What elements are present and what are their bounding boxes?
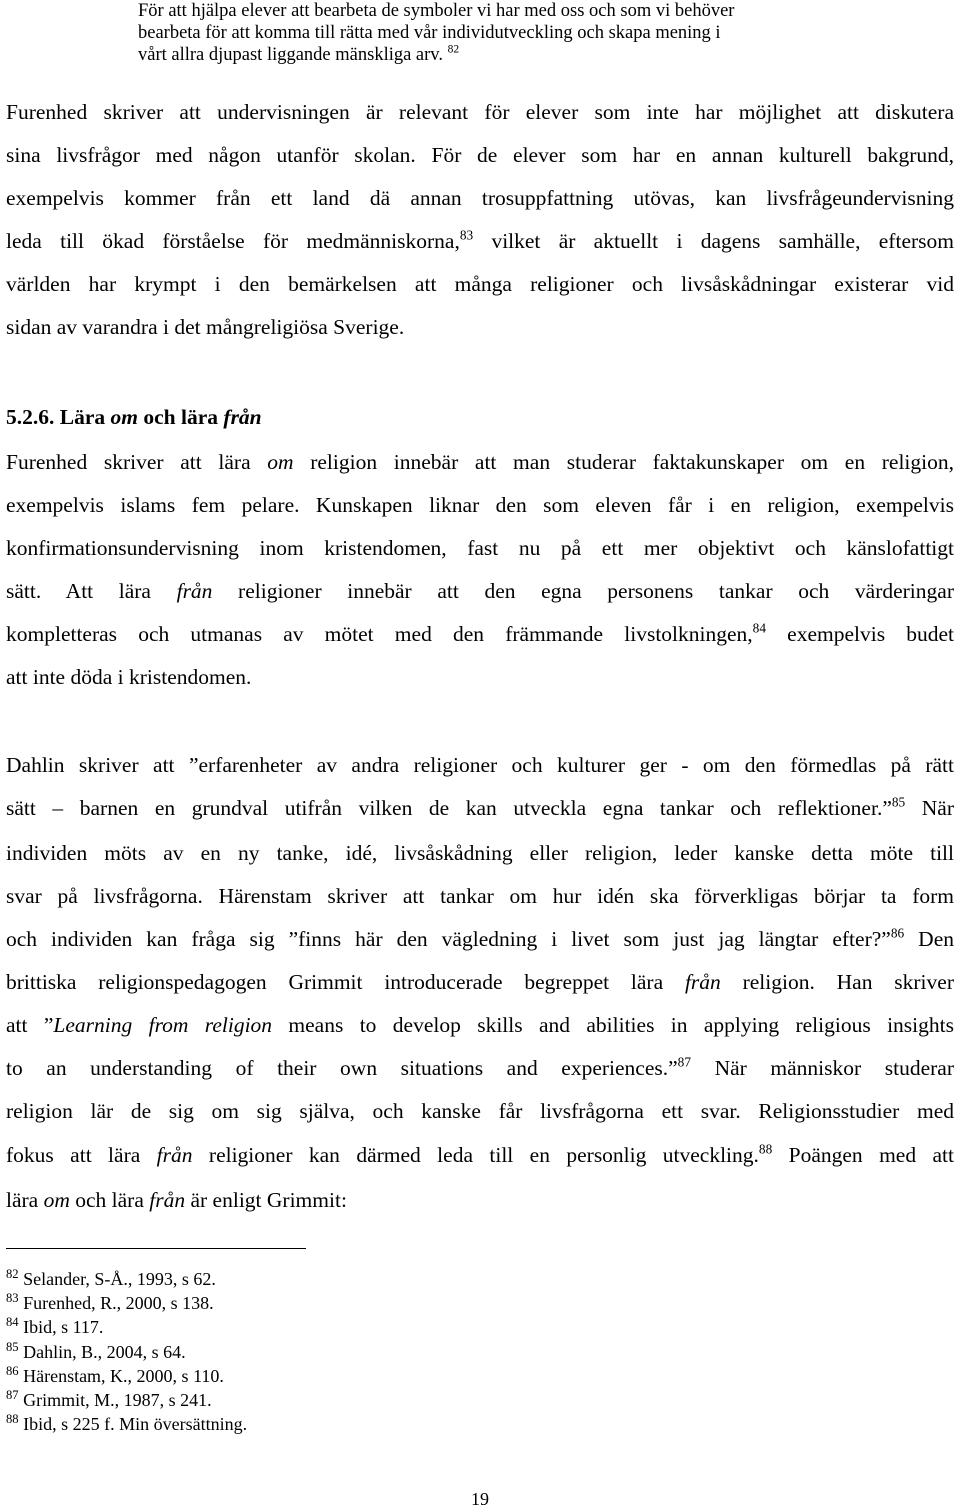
paragraph-line: sina livsfrågor med någon utanför skolan. För de elever som har en annan kulturell bakgrund, <box>6 143 954 167</box>
footnote-ref: 85 <box>891 794 906 810</box>
page-number: 19 <box>471 1489 489 1509</box>
paragraph-line: och individen kan fråga sig ”finns här den vägledning i livet som just jag längtar efter?”$^{86}$ Den <box>6 925 954 951</box>
footnote-ref: 87 <box>677 1054 691 1070</box>
paragraph-line: sätt – barnen en grundval utifrån vilken de kan utveckla egna tankar och reflektioner.”$^{85}$ När <box>6 794 954 820</box>
paragraph-line: religion lär de sig om sig själva, och kanske får livsfrågorna ett svar. Religionsstudier med <box>6 1099 954 1123</box>
footnote-separator <box>6 1248 306 1249</box>
footnote-ref: 88 <box>758 1141 773 1157</box>
paragraph-line: kompletteras och utmanas av mötet med den främmande livstolkningen,$^{84}$ exempelvis budet <box>6 620 954 646</box>
section-heading: 5.2.6. Lära om och lära från <box>6 405 262 429</box>
paragraph-line: brittiska religionspedagogen Grimmit introducerade begreppet lära från religion. Han skriver <box>6 970 954 994</box>
footnote: $^{82}$ Selander, S-Å., 1993, s 62. <box>6 1267 216 1289</box>
footnote: $^{88}$ Ibid, s 225 f. Min översättning. <box>6 1412 248 1434</box>
footnote: $^{87}$ Grimmit, M., 1987, s 241. <box>6 1388 212 1410</box>
paragraph-line: Furenhed skriver att lära om religion innebär att man studerar faktakunskaper om en religion, <box>6 450 954 474</box>
footnote-ref: 82 <box>447 43 460 56</box>
paragraph-line: världen har krympt i den bemärkelsen att många religioner och livsåskådningar existerar vid <box>6 272 954 296</box>
block-quote <box>138 0 838 66</box>
paragraph-line: Dahlin skriver att ”erfarenheter av andra religioner och kulturer ger - om den förmedlas på rätt <box>6 753 954 777</box>
footnote: $^{85}$ Dahlin, B., 2004, s 64. <box>6 1340 186 1362</box>
paragraph-line: to an understanding of their own situations and experiences.”$^{87}$ När människor studerar <box>6 1054 954 1080</box>
paragraph-line: fokus att lära från religioner kan därmed leda till en personlig utveckling.$^{88}$ Poängen med att <box>6 1141 954 1167</box>
paragraph-line: Furenhed skriver att undervisningen är relevant för elever som inte har möjlighet att diskutera <box>6 100 954 124</box>
paragraph-line: lära om och lära från är enligt Grimmit: <box>6 1188 347 1212</box>
paragraph-line: exempelvis islams fem pelare. Kunskapen liknar den som eleven får i en religion, exempelvis <box>6 493 954 517</box>
paragraph-line: att ”Learning from religion means to develop skills and abilities in applying religious insights <box>6 1013 954 1037</box>
footnote-ref: 86 <box>890 925 905 941</box>
quote-line: bearbeta för att komma till rätta med vår individutveckling och skapa mening i <box>138 23 721 43</box>
paragraph-line: att inte döda i kristendomen. <box>6 665 252 689</box>
footnote-ref: 84 <box>752 620 766 636</box>
paragraph-line: svar på livsfrågorna. Härenstam skriver att tankar om hur idén ska förverkligas börjar ta form <box>6 884 954 908</box>
quote-line: vårt allra djupast liggande mänskliga arv. $^{82}$ <box>138 43 460 65</box>
footnote: $^{83}$ Furenhed, R., 2000, s 138. <box>6 1291 214 1313</box>
paragraph-line: konfirmationsundervisning inom kristendomen, fast nu på ett mer objektivt och känslofattigt <box>6 536 954 560</box>
paragraph-line: exempelvis kommer från ett land dä annan trosuppfattning utövas, kan livsfrågeundervisning <box>6 186 954 210</box>
paragraph-line: sidan av varandra i det mångreligiösa Sverige. <box>6 315 405 339</box>
paragraph-line: leda till ökad förståelse för medmänniskorna,$^{83}$ vilket är aktuellt i dagens samhälle, eftersom <box>6 227 954 253</box>
footnote: $^{84}$ Ibid, s 117. <box>6 1315 104 1337</box>
paragraph-line: individen möts av en ny tanke, idé, livsåskådning eller religion, leder kanske detta möte till <box>6 841 954 865</box>
footnote: $^{86}$ Härenstam, K., 2000, s 110. <box>6 1364 224 1386</box>
quote-line: För att hjälpa elever att bearbeta de symboler vi har med oss och som vi behöver <box>138 1 735 21</box>
paragraph-line: sätt. Att lära från religioner innebär att den egna personens tankar och värderingar <box>6 579 954 603</box>
footnote-ref: 83 <box>459 227 474 243</box>
